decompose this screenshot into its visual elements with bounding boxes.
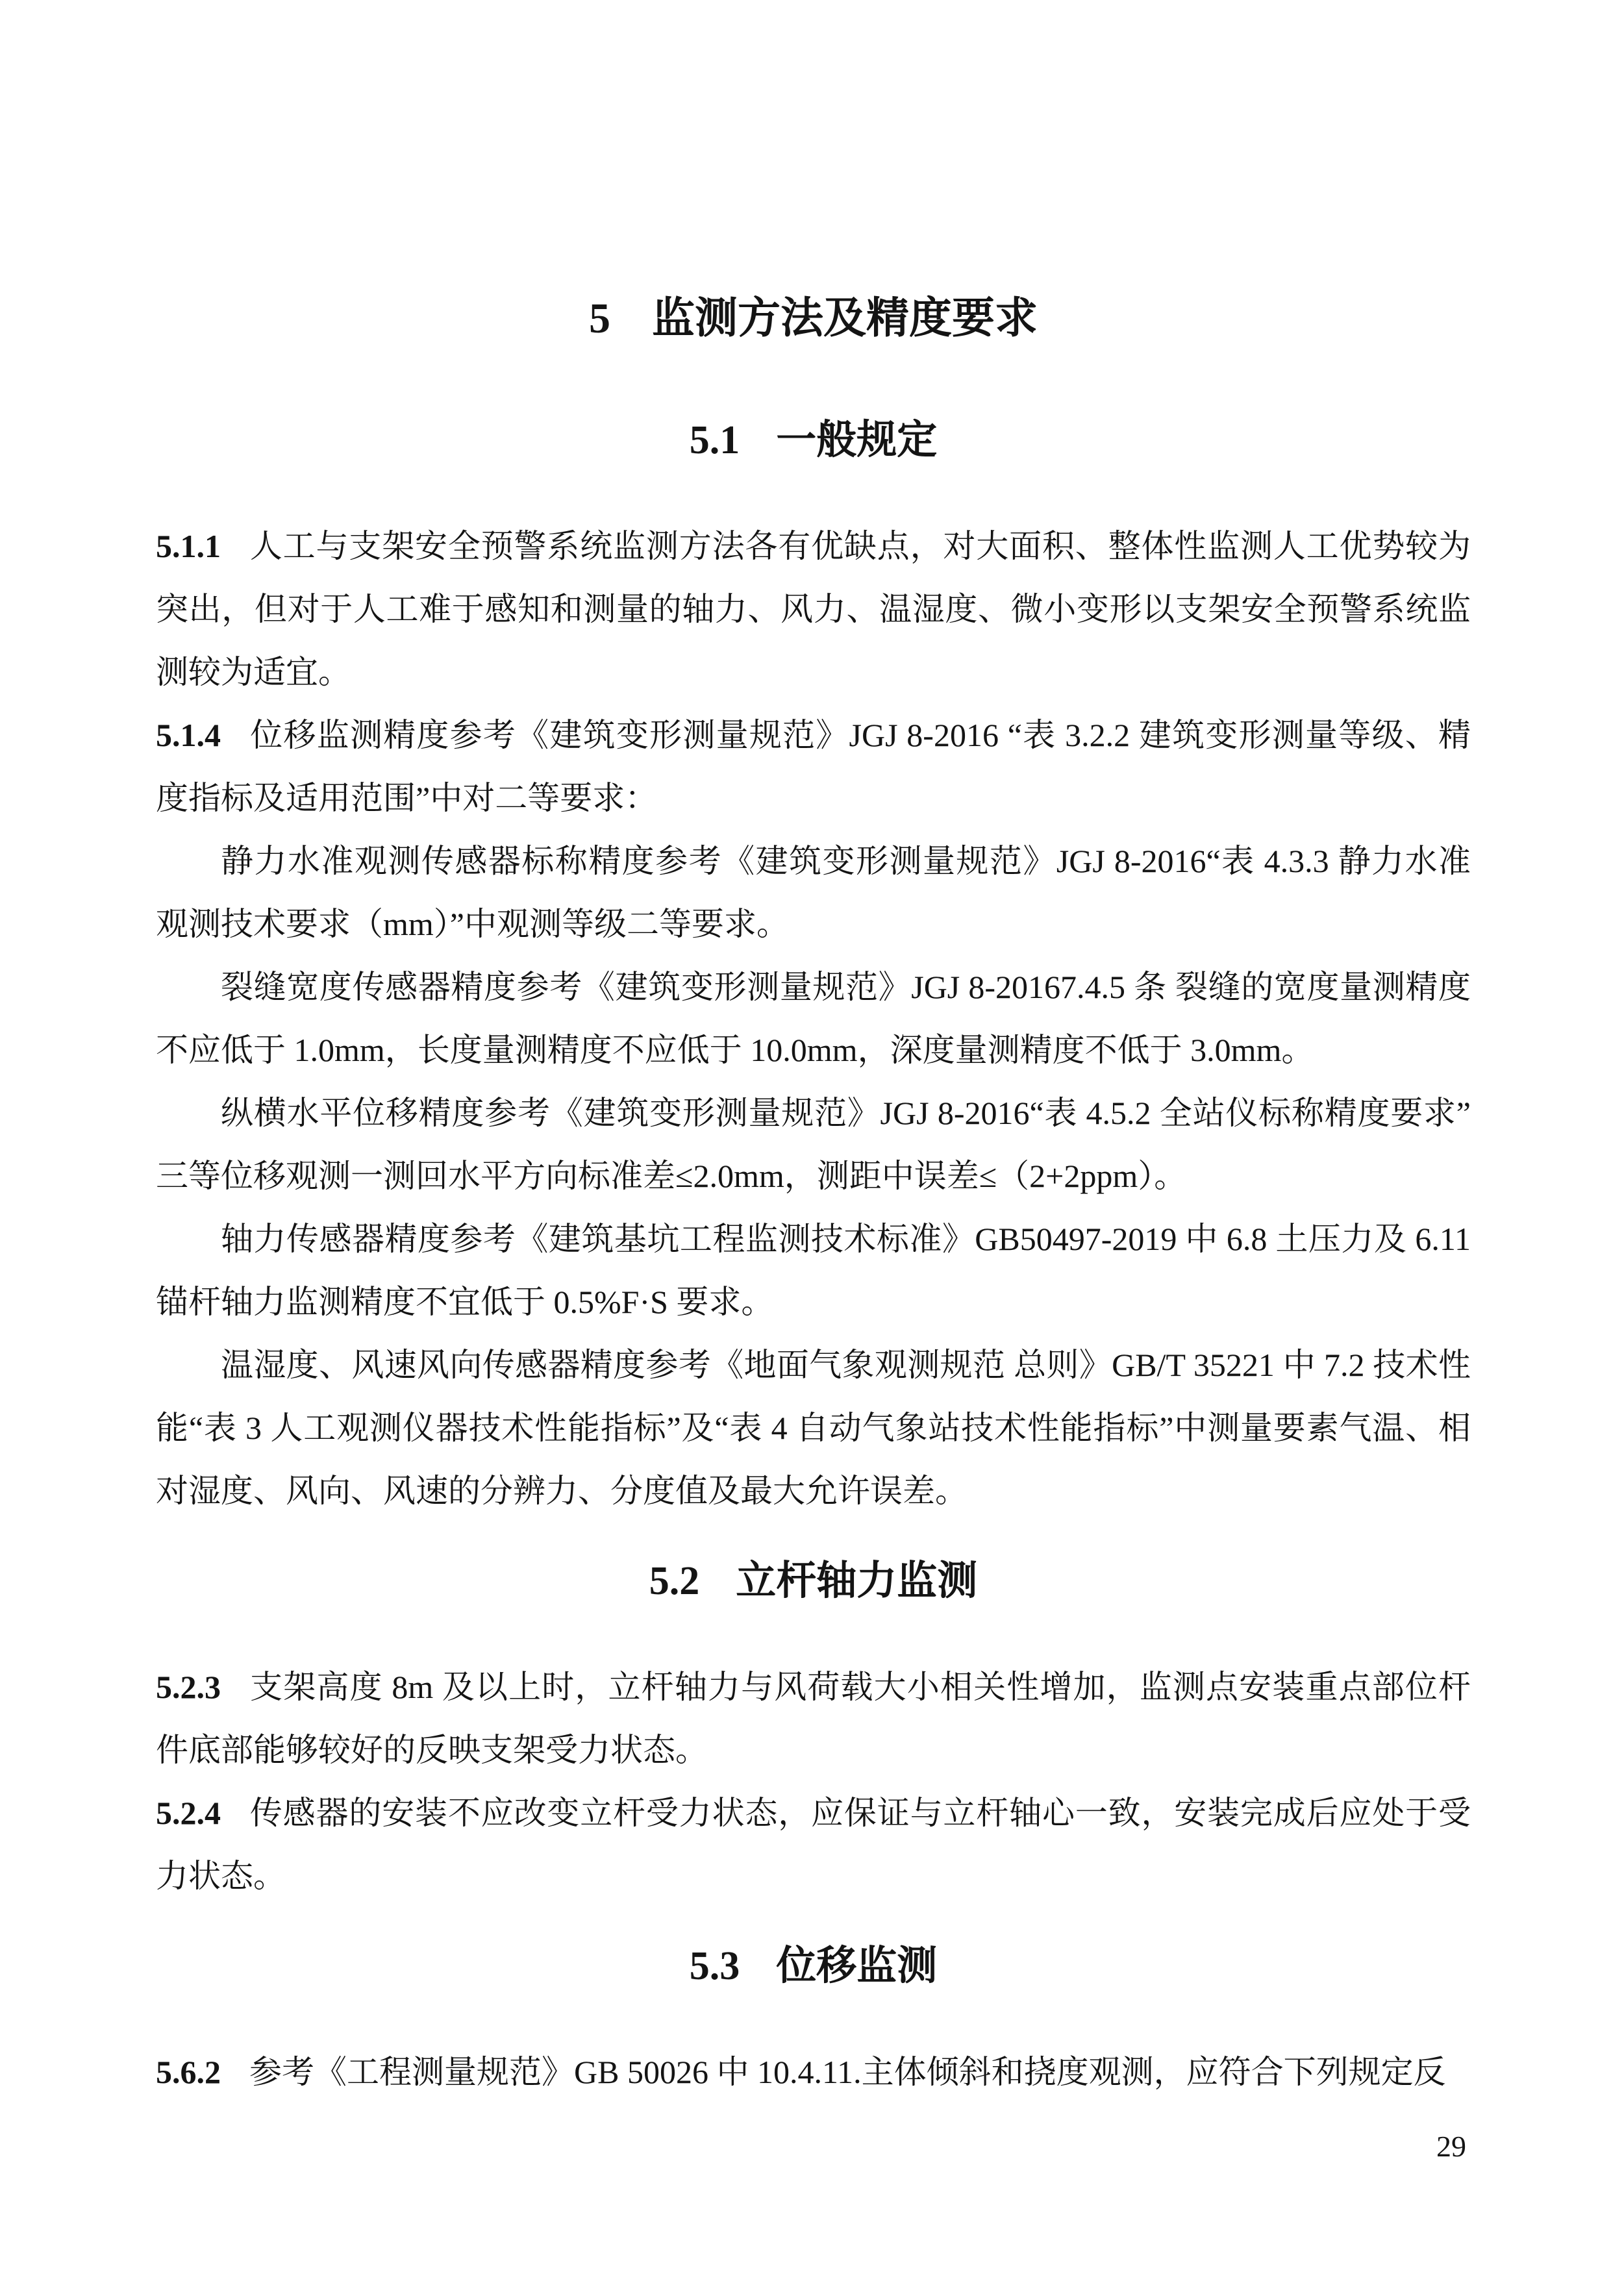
section-title-text: 一般规定 bbox=[776, 418, 938, 462]
clause-number: 5.1.1 bbox=[156, 528, 221, 564]
paragraph-5-6-2 bbox=[156, 2041, 1471, 2104]
clause-number: 5.2.4 bbox=[156, 1795, 221, 1831]
chapter-title-text: 监测方法及精度要求 bbox=[652, 295, 1038, 342]
clause-text: 纵横水平位移精度参考《建筑变形测量规范》JGJ 8-2016“表 4.5.2 全站仪标称精度要求”三等位移观测一测回水平方向标准差≤2.0mm，测距中误差≤（2+2ppm）。 bbox=[156, 1095, 1471, 1194]
section-title-text: 位移监测 bbox=[776, 1944, 938, 1988]
section-number: 5.1 bbox=[689, 418, 740, 462]
section-heading-5-2 bbox=[156, 1558, 1471, 1604]
clause-text: 温湿度、风速风向传感器精度参考《地面气象观测规范 总则》GB/T 35221 中 7.2 技术性能“表 3 人工观测仪器技术性能指标”及“表 4 自动气象站技术性能指标”中测量要素气温、相对湿度、风向、风速的分辨力、分度值及最大允许误差。 bbox=[156, 1347, 1471, 1509]
section-heading-5-1 bbox=[156, 418, 1471, 463]
clause-number: 5.6.2 bbox=[156, 2054, 221, 2090]
clause-text: 静力水准观测传感器标称精度参考《建筑变形测量规范》JGJ 8-2016“表 4.3.3 静力水准观测技术要求（mm）”中观测等级二等要求。 bbox=[156, 843, 1471, 942]
paragraph-5-2-3 bbox=[156, 1656, 1471, 1782]
section-heading-5-3 bbox=[156, 1943, 1471, 1989]
chapter-number: 5 bbox=[589, 295, 610, 342]
section-number: 5.2 bbox=[649, 1559, 700, 1603]
paragraph-crack-width bbox=[156, 956, 1471, 1082]
paragraph-horizontal-displacement bbox=[156, 1082, 1471, 1208]
section-title-text: 立杆轴力监测 bbox=[736, 1559, 978, 1603]
paragraph-5-1-4 bbox=[156, 704, 1471, 830]
clause-text: 支架高度 8m 及以上时，立杆轴力与风荷载大小相关性增加，监测点安装重点部位杆件底部能够较好的反映支架受力状态。 bbox=[156, 1669, 1471, 1768]
paragraph-static-leveling bbox=[156, 830, 1471, 956]
clause-text: 裂缝宽度传感器精度参考《建筑变形测量规范》JGJ 8-20167.4.5 条 裂缝的宽度量测精度不应低于 1.0mm，长度量测精度不应低于 10.0mm，深度量测精度不低于 3.0mm。 bbox=[156, 969, 1471, 1068]
clause-text: 传感器的安装不应改变立杆受力状态，应保证与立杆轴心一致，安装完成后应处于受力状态。 bbox=[156, 1795, 1471, 1894]
paragraph-5-1-1 bbox=[156, 515, 1471, 704]
clause-text: 人工与支架安全预警系统监测方法各有优缺点，对大面积、整体性监测人工优势较为突出，但对于人工难于感知和测量的轴力、风力、温湿度、微小变形以支架安全预警系统监测较为适宜。 bbox=[156, 528, 1471, 690]
paragraph-5-2-4 bbox=[156, 1782, 1471, 1908]
clause-text: 位移监测精度参考《建筑变形测量规范》JGJ 8-2016 “表 3.2.2 建筑变形测量等级、精度指标及适用范围”中对二等要求： bbox=[156, 717, 1471, 816]
clause-number: 5.2.3 bbox=[156, 1669, 221, 1705]
page-number: 29 bbox=[1436, 2130, 1466, 2163]
clause-text: 轴力传感器精度参考《建筑基坑工程监测技术标准》GB50497-2019 中 6.8 土压力及 6.11 锚杆轴力监测精度不宜低于 0.5%F·S 要求。 bbox=[156, 1221, 1471, 1320]
clause-number: 5.1.4 bbox=[156, 717, 221, 753]
paragraph-temperature-wind-sensor bbox=[156, 1334, 1471, 1523]
clause-text: 参考《工程测量规范》GB 50026 中 10.4.11.主体倾斜和挠度观测，应符合下列规定反 bbox=[249, 2054, 1446, 2090]
section-number: 5.3 bbox=[689, 1944, 740, 1988]
paragraph-axial-force-sensor bbox=[156, 1208, 1471, 1334]
chapter-title bbox=[156, 295, 1471, 342]
